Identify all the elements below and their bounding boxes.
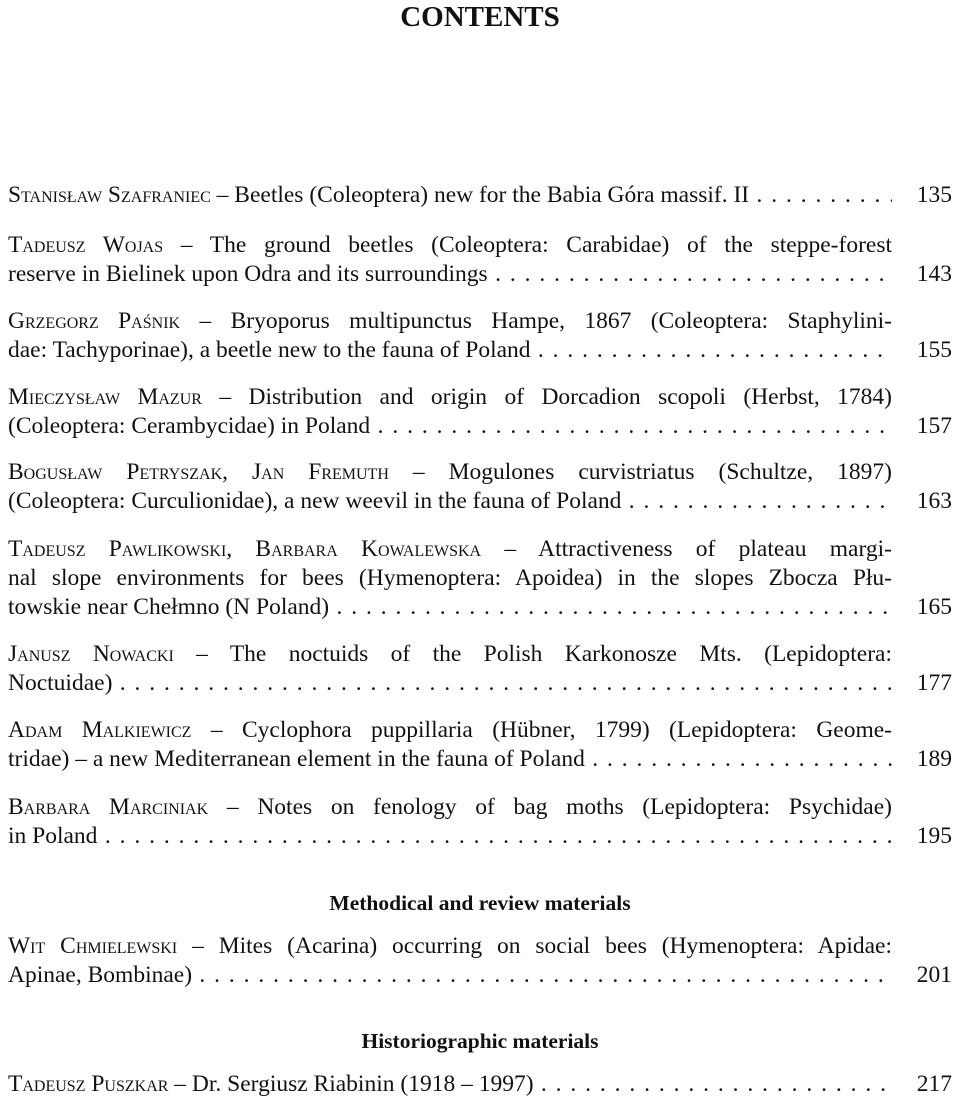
entry-title: Notes on fenology of bag moths (Lepidoptera: Psychidae)	[257, 794, 892, 820]
toc-entry: Barbara Marciniak – Notes on fenology of bag moths (Lepidoptera: Psychidae) in Poland . . . 195	[8, 793, 952, 851]
entry-author: Bogusław Petryszak, Jan Fremuth	[8, 459, 389, 485]
toc-entry: Stanisław Szafraniec – Beetles (Coleoptera) new for the Babia Góra massif. II . . . 135	[8, 181, 952, 210]
entry-page-number: 163	[916, 488, 952, 514]
entry-title-continued: nal slope environments for bees (Hymenoptera: Apoidea) in the slopes Zbocza Płu-	[8, 565, 892, 591]
toc-entry: Adam Malkiewicz – Cyclophora puppillaria (Hübner, 1799) (Lepidoptera: Geome- tridae) – a new Mediterranean element in the fauna of Poland . . . 189	[8, 716, 952, 774]
entry-author: Grzegorz Paśnik	[8, 308, 181, 334]
entry-page-number: 143	[916, 261, 952, 287]
entry-page-number: 155	[916, 337, 952, 363]
entry-author: Tadeusz Pawlikowski, Barbara Kowalewska	[8, 536, 482, 562]
entry-title: Distribution and origin of Dorcadion scopoli (Herbst, 1784)	[248, 384, 892, 410]
entry-title: Mogulones curvistriatus (Schultze, 1897)	[448, 459, 892, 485]
entry-author: Wit Chmielewski	[8, 933, 178, 959]
entry-page-number: 195	[916, 823, 952, 849]
toc-entry: Mieczysław Mazur – Distribution and origin of Dorcadion scopoli (Herbst, 1784) (Coleoptera: Cerambycidae) in Poland . . . 157	[8, 383, 952, 441]
entry-title: The noctuids of the Polish Karkonosze Mts. (Lepidoptera:	[229, 641, 892, 667]
entry-page-number: 217	[916, 1071, 952, 1097]
toc-entry: Bogusław Petryszak, Jan Fremuth – Mogulones curvistriatus (Schultze, 1897) (Coleoptera: Curculionidae), a new weevil in the fauna of Poland . . . 163	[8, 458, 952, 516]
entry-author: Barbara Marciniak	[8, 794, 209, 820]
toc-entry: Wit Chmielewski – Mites (Acarina) occurring on social bees (Hymenoptera: Apidae: Apinae, Bombinae) . . . 201	[8, 932, 952, 990]
entry-title: Beetles (Coleoptera) new for the Babia Góra massif. II	[234, 182, 750, 208]
entry-title-continued: towskie near Chełmno (N Poland) . . .	[8, 593, 892, 622]
entry-title-continued: reserve in Bielinek upon Odra and its surroundings . . .	[8, 260, 892, 289]
entry-page-number: 189	[916, 746, 952, 772]
entry-author: Tadeusz Wojas	[8, 232, 164, 258]
entry-title: Attractiveness of plateau margi-	[538, 536, 892, 562]
entry-title-continued: Noctuidae) . . .	[8, 669, 892, 698]
entry-page-number: 165	[916, 594, 952, 620]
entry-author: Mieczysław Mazur	[8, 384, 202, 410]
entry-page-number: 201	[916, 962, 952, 988]
toc-entry: Janusz Nowacki – The noctuids of the Polish Karkonosze Mts. (Lepidoptera: Noctuidae) . . . 177	[8, 640, 952, 698]
toc-entry: Tadeusz Pawlikowski, Barbara Kowalewska – Attractiveness of plateau margi- nal slope environments for bees (Hymenoptera: Apoidea) in the slopes Zbocza Płu- towskie near Chełmno (N Poland) . . . 165	[8, 535, 952, 622]
entry-title: Cyclophora puppillaria (Hübner, 1799) (Lepidoptera: Geome-	[241, 717, 893, 743]
entry-author: Stanisław Szafraniec	[8, 182, 211, 208]
entry-author: Tadeusz Puszkar	[8, 1071, 169, 1097]
page-title: CONTENTS	[400, 1, 560, 33]
entry-page-number: 157	[916, 413, 952, 439]
entry-page-number: 135	[916, 182, 952, 208]
entry-title: Bryoporus multipunctus Hampe, 1867 (Coleoptera: Staphylini-	[230, 308, 892, 334]
entry-title-continued: in Poland . . .	[8, 822, 892, 851]
toc-entry: Tadeusz Wojas – The ground beetles (Coleoptera: Carabidae) of the steppe-forest reserve in Bielinek upon Odra and its surroundings . . . 143	[8, 231, 952, 289]
toc-entry: Tadeusz Puszkar – Dr. Sergiusz Riabinin (1918 – 1997) . . . 217	[8, 1070, 952, 1099]
entry-title-continued: Apinae, Bombinae) . . .	[8, 961, 892, 990]
entry-author: Janusz Nowacki	[8, 641, 174, 667]
entry-title: Mites (Acarina) occurring on social bees (Hymenoptera: Apidae:	[218, 933, 892, 959]
entry-page-number: 177	[916, 670, 952, 696]
toc-entry: Grzegorz Paśnik – Bryoporus multipunctus Hampe, 1867 (Coleoptera: Staphylini- dae: Tachyporinae), a beetle new to the fauna of Poland . . . 155	[8, 307, 952, 365]
entry-title-continued: tridae) – a new Mediterranean element in the fauna of Poland . . .	[8, 745, 892, 774]
entry-author: Adam Malkiewicz	[8, 717, 192, 743]
entry-title: Dr. Sergiusz Riabinin (1918 – 1997)	[191, 1071, 534, 1097]
entry-title-continued: dae: Tachyporinae), a beetle new to the fauna of Poland . . .	[8, 336, 892, 365]
section-heading-methodical: Methodical and review materials	[329, 891, 631, 915]
entry-title-continued: (Coleoptera: Curculionidae), a new weevil in the fauna of Poland . . .	[8, 487, 892, 516]
section-heading-historiographic: Historiographic materials	[361, 1029, 599, 1053]
entry-title-continued: (Coleoptera: Cerambycidae) in Poland . . .	[8, 412, 892, 441]
entry-title: The ground beetles (Coleoptera: Carabidae) of the steppe-forest	[209, 232, 892, 258]
